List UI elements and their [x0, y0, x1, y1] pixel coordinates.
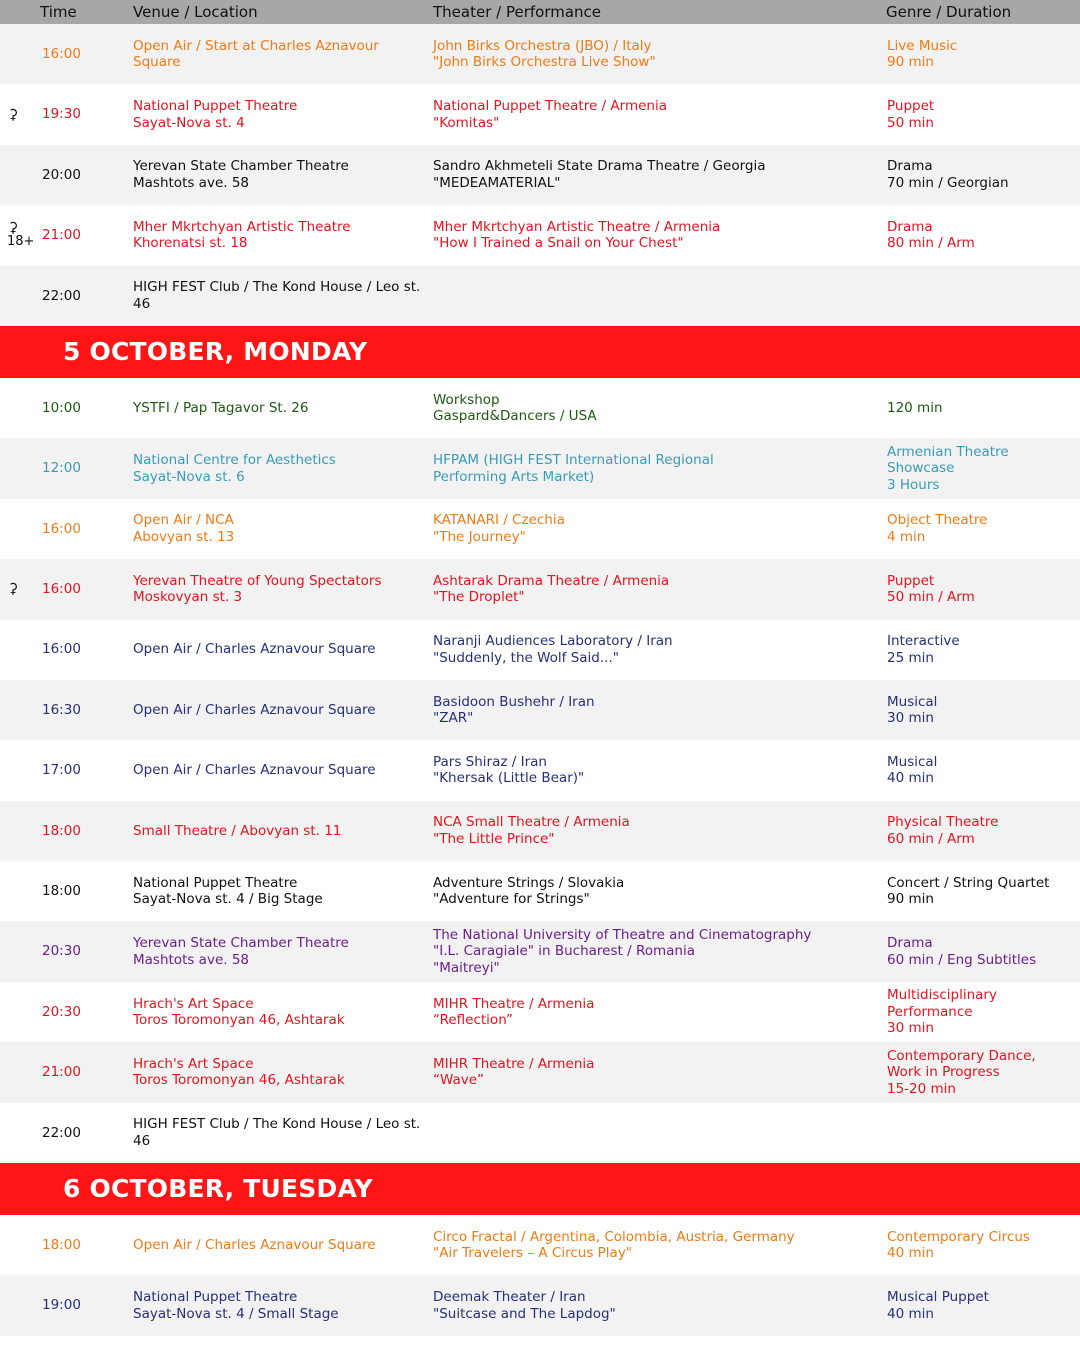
event-venue-line: Small Theatre / Abovyan st. 11 [133, 822, 342, 839]
event-genre-line: 50 min [887, 114, 934, 131]
event-genre [887, 378, 1072, 438]
event-venue-line: Mashtots ave. 58 [133, 951, 250, 968]
event-performance-line: Pars Shiraz / Iran [433, 753, 547, 770]
table-row [0, 740, 1080, 800]
event-genre [887, 982, 1072, 1042]
event-venue-line: Square [133, 54, 181, 71]
event-venue [133, 438, 423, 498]
event-performance [433, 1275, 873, 1335]
event-genre-line: 80 min / Arm [887, 235, 975, 252]
event-performance-line: "Suddenly, the Wolf Said..." [433, 649, 619, 666]
table-row [0, 1215, 1080, 1275]
table-row [0, 499, 1080, 559]
row-markers [8, 266, 38, 326]
event-venue-line: Sayat-Nova st. 4 / Big Stage [133, 891, 323, 908]
event-genre-line: Drama [887, 158, 933, 175]
event-performance-line: "The Little Prince" [433, 830, 555, 847]
event-venue-line: HIGH FEST Club / The Kond House / Leo st. 46 [133, 1116, 421, 1149]
row-markers [8, 499, 38, 559]
table-row [0, 24, 1080, 84]
event-performance-line: "The Journey" [433, 528, 526, 545]
event-venue [133, 921, 423, 981]
row-markers [8, 378, 38, 438]
event-genre [887, 266, 1072, 326]
event-venue-line: HIGH FEST Club / The Kond House / Leo st. 46 [133, 279, 421, 312]
event-genre-line: 120 min [887, 399, 943, 416]
event-venue-line: Khorenatsi st. 18 [133, 235, 248, 252]
child-friendly-icon: ⚳ [8, 106, 19, 123]
event-performance [433, 1103, 873, 1163]
event-genre [887, 1103, 1072, 1163]
event-genre-line: Musical [887, 753, 938, 770]
event-venue-line: Mashtots ave. 58 [133, 174, 250, 191]
event-performance [433, 145, 873, 205]
event-genre [887, 24, 1072, 84]
event-time: 12:00 [42, 460, 81, 477]
event-genre-line: 4 min [887, 528, 926, 545]
event-venue [133, 1042, 423, 1102]
event-performance-line: "ZAR" [433, 710, 474, 727]
event-performance-line: Circo Fractal / Argentina, Colombia, Austria, Germany [433, 1228, 795, 1245]
event-time: 22:00 [42, 287, 81, 304]
table-row [0, 620, 1080, 680]
event-genre-line: Concert / String Quartet [887, 874, 1050, 891]
event-time: 20:30 [42, 943, 81, 960]
header-performance: Theater / Performance [433, 3, 602, 21]
event-genre-line: Performance [887, 1003, 973, 1020]
event-venue [133, 145, 423, 205]
event-genre [887, 1215, 1072, 1275]
event-genre [887, 1042, 1072, 1102]
event-genre-line: 15-20 min [887, 1080, 956, 1097]
table-row [0, 378, 1080, 438]
row-markers [8, 1042, 38, 1102]
event-venue-line: Open Air / NCA [133, 512, 234, 529]
event-performance-line: "Khersak (Little Bear)" [433, 770, 585, 787]
event-performance-line: “Reflection” [433, 1012, 514, 1029]
event-performance [433, 438, 873, 498]
event-genre-line: 30 min [887, 710, 934, 727]
event-venue [133, 24, 423, 84]
event-performance [433, 1215, 873, 1275]
event-genre-line: Contemporary Dance, [887, 1047, 1036, 1064]
event-time: 20:30 [42, 1003, 81, 1020]
event-performance-line: Gaspard&Dancers / USA [433, 408, 597, 425]
event-genre-line: Puppet [887, 572, 935, 589]
child-friendly-icon: ⚳ [8, 220, 19, 237]
event-performance [433, 559, 873, 619]
row-markers [8, 438, 38, 498]
event-genre [887, 84, 1072, 144]
event-time: 10:00 [42, 399, 81, 416]
event-venue [133, 861, 423, 921]
event-genre-line: 3 Hours [887, 476, 940, 493]
event-genre-line: Armenian Theatre [887, 443, 1009, 460]
row-markers [8, 84, 38, 144]
table-row [0, 266, 1080, 326]
table-row [0, 559, 1080, 619]
event-genre [887, 620, 1072, 680]
event-venue [133, 740, 423, 800]
event-genre-line: Live Music [887, 37, 958, 54]
event-performance-line: MIHR Theatre / Armenia [433, 995, 595, 1012]
row-markers [8, 205, 38, 265]
event-performance-line: Basidoon Bushehr / Iran [433, 693, 595, 710]
event-performance-line: Mher Mkrtchyan Artistic Theatre / Armenia [433, 218, 721, 235]
event-venue-line: Open Air / Start at Charles Aznavour [133, 37, 379, 54]
event-time: 16:00 [42, 45, 81, 62]
event-time: 21:00 [42, 227, 81, 244]
event-genre [887, 740, 1072, 800]
event-venue [133, 620, 423, 680]
event-venue [133, 801, 423, 861]
event-venue-line: Hrach's Art Space [133, 1055, 254, 1072]
age-rating: 18+ [7, 234, 35, 250]
event-performance-line: NCA Small Theatre / Armenia [433, 814, 630, 831]
event-venue-line: Open Air / Charles Aznavour Square [133, 701, 376, 718]
table-row [0, 801, 1080, 861]
event-performance-line: Ashtarak Drama Theatre / Armenia [433, 572, 670, 589]
table-row [0, 84, 1080, 144]
event-venue-line: Toros Toromonyan 46, Ashtarak [133, 1012, 345, 1029]
event-venue-line: Mher Mkrtchyan Artistic Theatre [133, 218, 351, 235]
event-genre-line: Showcase [887, 460, 955, 477]
event-genre-line: Work in Progress [887, 1064, 1000, 1081]
table-row [0, 680, 1080, 740]
event-performance [433, 740, 873, 800]
row-markers [8, 145, 38, 205]
event-performance [433, 801, 873, 861]
row-markers [8, 1215, 38, 1275]
event-genre-line: Puppet [887, 98, 935, 115]
schedule [0, 24, 1080, 1336]
event-time: 20:00 [42, 166, 81, 183]
event-performance [433, 205, 873, 265]
row-markers [8, 1103, 38, 1163]
event-performance-line: Deemak Theater / Iran [433, 1289, 586, 1306]
event-genre-line: 70 min / Georgian [887, 174, 1009, 191]
event-performance-line: Adventure Strings / Slovakia [433, 874, 625, 891]
event-venue-line: Open Air / Charles Aznavour Square [133, 762, 376, 779]
event-venue [133, 1103, 423, 1163]
event-genre-line: 40 min [887, 770, 934, 787]
event-genre-line: 50 min / Arm [887, 589, 975, 606]
event-time: 19:00 [42, 1297, 81, 1314]
event-genre-line: Musical Puppet [887, 1289, 989, 1306]
table-row [0, 438, 1080, 498]
event-venue-line: Sayat-Nova st. 4 / Small Stage [133, 1305, 339, 1322]
day-title: 5 OCTOBER, MONDAY [63, 336, 368, 366]
table-row [0, 1275, 1080, 1335]
event-venue [133, 559, 423, 619]
event-performance-line: "Air Travelers – A Circus Play" [433, 1245, 633, 1262]
event-genre-line: 30 min [887, 1020, 934, 1037]
event-time: 16:00 [42, 641, 81, 658]
row-markers [8, 680, 38, 740]
event-performance-line: MIHR Theatre / Armenia [433, 1055, 595, 1072]
event-venue-line: Sayat-Nova st. 4 [133, 114, 245, 131]
event-venue-line: National Centre for Aesthetics [133, 452, 336, 469]
event-venue-line: National Puppet Theatre [133, 874, 298, 891]
event-genre [887, 801, 1072, 861]
event-time: 16:00 [42, 581, 81, 598]
event-venue [133, 205, 423, 265]
event-venue-line: Yerevan Theatre of Young Spectators [133, 572, 382, 589]
event-time: 16:30 [42, 701, 81, 718]
event-genre [887, 680, 1072, 740]
event-venue [133, 378, 423, 438]
event-performance [433, 378, 873, 438]
event-venue [133, 266, 423, 326]
event-venue-line: Yerevan State Chamber Theatre [133, 158, 349, 175]
event-performance [433, 499, 873, 559]
event-venue-line: Abovyan st. 13 [133, 528, 235, 545]
event-genre-line: Drama [887, 218, 933, 235]
event-genre [887, 559, 1072, 619]
table-row [0, 982, 1080, 1042]
row-markers [8, 861, 38, 921]
event-time: 18:00 [42, 1236, 81, 1253]
event-venue-line: Open Air / Charles Aznavour Square [133, 641, 376, 658]
event-genre [887, 1275, 1072, 1335]
event-performance-line: “Wave” [433, 1072, 485, 1089]
event-genre-line: 40 min [887, 1245, 934, 1262]
event-performance-line: "The Droplet" [433, 589, 525, 606]
event-venue [133, 1275, 423, 1335]
table-row [0, 921, 1080, 981]
event-performance [433, 1042, 873, 1102]
event-time: 19:30 [42, 106, 81, 123]
child-friendly-icon: ⚳ [8, 581, 19, 598]
event-genre-line: Interactive [887, 633, 960, 650]
header-time: Time [40, 3, 77, 21]
event-genre [887, 438, 1072, 498]
event-venue [133, 982, 423, 1042]
event-performance-line: The National University of Theatre and Cinematography [433, 926, 812, 943]
header-genre: Genre / Duration [886, 3, 1012, 21]
event-genre-line: 60 min / Arm [887, 830, 975, 847]
row-markers [8, 921, 38, 981]
event-genre-line: 90 min [887, 54, 934, 71]
event-time: 18:00 [42, 883, 81, 900]
table-row [0, 205, 1080, 265]
day-banner [0, 1163, 1080, 1215]
event-genre-line: 90 min [887, 891, 934, 908]
row-markers [8, 620, 38, 680]
table-header [0, 0, 1080, 24]
event-venue-line: Moskovyan st. 3 [133, 589, 243, 606]
event-genre-line: Multidisciplinary [887, 987, 997, 1004]
event-venue-line: Toros Toromonyan 46, Ashtarak [133, 1072, 345, 1089]
event-venue-line: Yerevan State Chamber Theatre [133, 935, 349, 952]
event-genre [887, 499, 1072, 559]
event-venue-line: National Puppet Theatre [133, 1289, 298, 1306]
event-genre-line: Drama [887, 935, 933, 952]
event-performance [433, 24, 873, 84]
row-markers [8, 24, 38, 84]
event-performance-line: Sandro Akhmeteli State Drama Theatre / Georgia [433, 158, 766, 175]
event-genre-line: 60 min / Eng Subtitles [887, 951, 1037, 968]
row-markers [8, 801, 38, 861]
event-performance-line: Naranji Audiences Laboratory / Iran [433, 633, 673, 650]
row-markers [8, 740, 38, 800]
event-performance-line: Performing Arts Market) [433, 468, 595, 485]
row-markers [8, 1275, 38, 1335]
event-time: 21:00 [42, 1064, 81, 1081]
event-performance-line: KATANARI / Czechia [433, 512, 565, 529]
table-row [0, 1103, 1080, 1163]
event-performance-line: "Komitas" [433, 114, 500, 131]
event-performance-line: "MEDEAMATERIAL" [433, 174, 561, 191]
event-genre [887, 145, 1072, 205]
table-row [0, 861, 1080, 921]
event-genre-line: Musical [887, 693, 938, 710]
header-venue: Venue / Location [133, 3, 258, 21]
row-markers [8, 559, 38, 619]
event-venue [133, 680, 423, 740]
event-performance-line: Workshop [433, 391, 500, 408]
event-performance [433, 84, 873, 144]
event-performance-line: "Adventure for Strings" [433, 891, 590, 908]
event-time: 17:00 [42, 762, 81, 779]
event-time: 22:00 [42, 1124, 81, 1141]
event-performance [433, 620, 873, 680]
event-venue-line: Sayat-Nova st. 6 [133, 468, 245, 485]
event-genre-line: 25 min [887, 649, 934, 666]
event-venue-line: YSTFI / Pap Tagavor St. 26 [133, 399, 309, 416]
event-venue [133, 1215, 423, 1275]
event-genre-line: 40 min [887, 1305, 934, 1322]
event-venue [133, 499, 423, 559]
event-performance-line: HFPAM (HIGH FEST International Regional [433, 452, 714, 469]
event-performance-line: "How I Trained a Snail on Your Chest" [433, 235, 684, 252]
event-performance [433, 680, 873, 740]
event-performance [433, 982, 873, 1042]
event-performance [433, 861, 873, 921]
event-genre [887, 861, 1072, 921]
event-performance-line: "Maitreyi" [433, 959, 500, 976]
event-genre-line: Object Theatre [887, 512, 988, 529]
event-performance-line: National Puppet Theatre / Armenia [433, 98, 667, 115]
event-venue [133, 84, 423, 144]
event-performance-line: "Suitcase and The Lapdog" [433, 1305, 616, 1322]
event-performance [433, 921, 873, 981]
event-performance-line: "I.L. Caragiale" in Bucharest / Romania [433, 943, 695, 960]
row-markers [8, 982, 38, 1042]
event-venue-line: Open Air / Charles Aznavour Square [133, 1236, 376, 1253]
day-banner [0, 326, 1080, 378]
event-time: 16:00 [42, 520, 81, 537]
event-performance [433, 266, 873, 326]
table-row [0, 145, 1080, 205]
event-performance-line: John Birks Orchestra (JBO) / Italy [433, 37, 652, 54]
event-venue-line: National Puppet Theatre [133, 98, 298, 115]
event-performance-line: "John Birks Orchestra Live Show" [433, 54, 656, 71]
event-genre [887, 205, 1072, 265]
event-genre [887, 921, 1072, 981]
event-venue-line: Hrach's Art Space [133, 995, 254, 1012]
table-row [0, 1042, 1080, 1102]
day-title: 6 OCTOBER, TUESDAY [63, 1174, 373, 1204]
event-time: 18:00 [42, 822, 81, 839]
event-genre-line: Contemporary Circus [887, 1228, 1030, 1245]
event-genre-line: Physical Theatre [887, 814, 999, 831]
